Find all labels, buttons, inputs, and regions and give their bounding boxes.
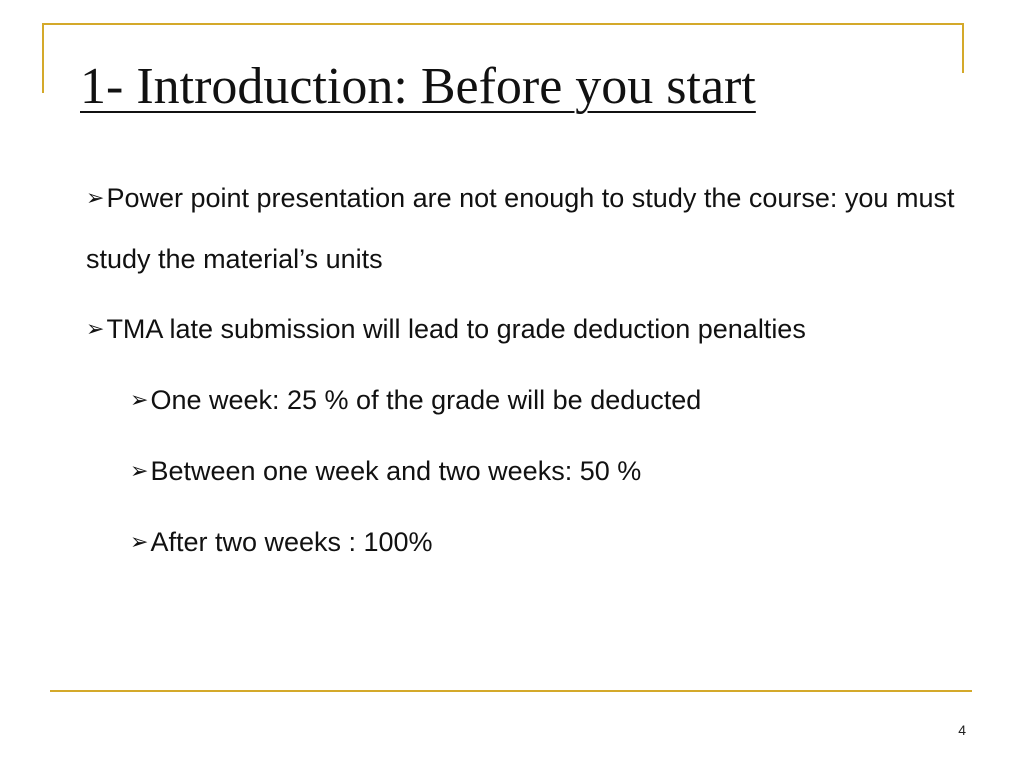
page-number: 4 (958, 722, 966, 738)
arrow-bullet-icon: ➢ (86, 186, 105, 211)
bullet-text: TMA late submission will lead to grade deduction penalties (106, 314, 806, 344)
arrow-bullet-icon: ➢ (86, 317, 105, 342)
arrow-bullet-icon: ➢ (130, 530, 149, 555)
bullet-text: Between one week and two weeks: 50 % (150, 456, 642, 486)
bullet-text: After two weeks : 100% (150, 527, 433, 557)
slide-title: 1- Introduction: Before you start (80, 58, 756, 115)
frame-right-tick (962, 23, 964, 73)
bullet-text: One week: 25 % of the grade will be deducted (150, 385, 702, 415)
frame-left-rule (42, 23, 44, 93)
sub-bullet-item (86, 370, 966, 431)
bullet-list (86, 168, 966, 583)
sub-bullet-item (86, 512, 966, 573)
bullet-item (86, 299, 966, 360)
frame-top-rule (42, 23, 964, 25)
bullet-item (86, 168, 966, 289)
footer-rule (50, 690, 972, 692)
bullet-text: Power point presentation are not enough to study the course: you must study the material’s units (86, 183, 955, 274)
sub-bullet-item (86, 441, 966, 502)
arrow-bullet-icon: ➢ (130, 459, 149, 484)
arrow-bullet-icon: ➢ (130, 388, 149, 413)
